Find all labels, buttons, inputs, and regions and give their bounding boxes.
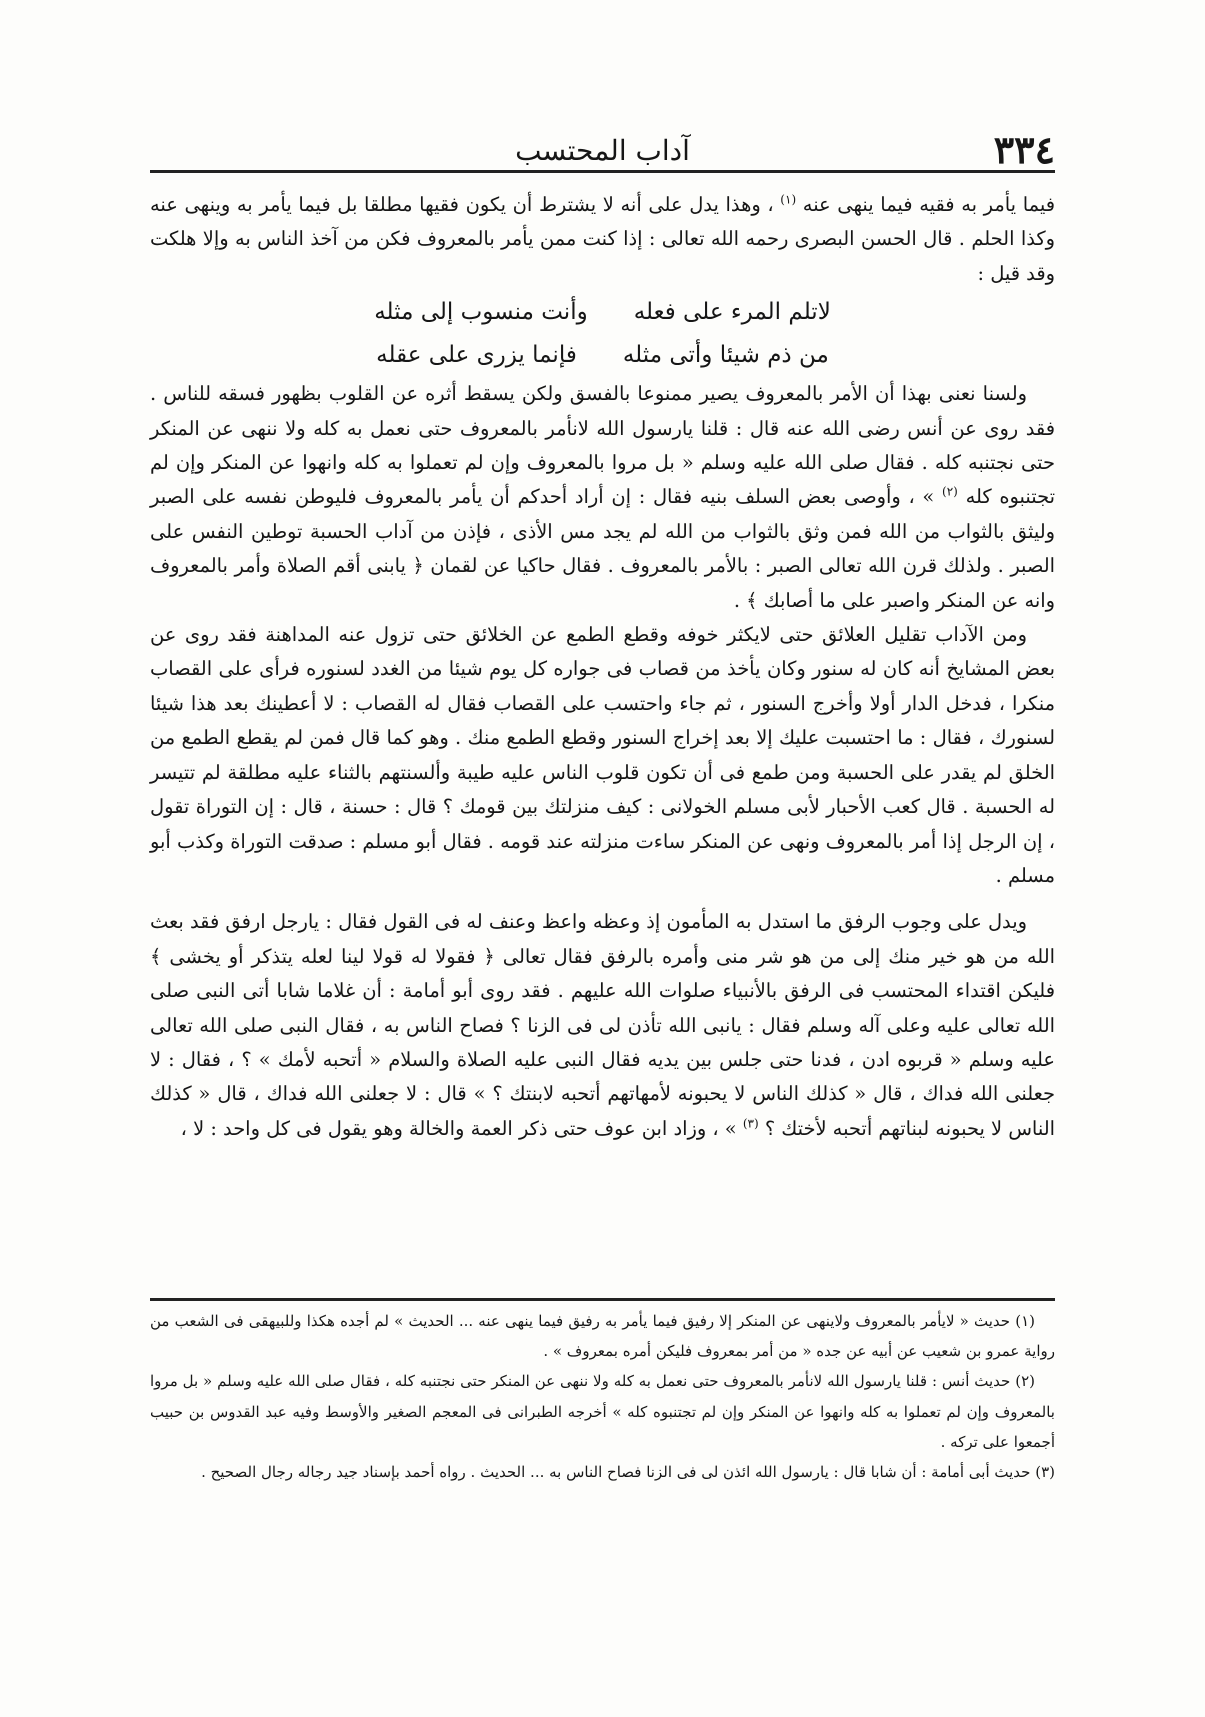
page-number: ٣٣٤	[993, 127, 1055, 172]
footnote-3: (٣) حديث أبى أمامة : أن شابا قال : يارسول الله ائذن لى فى الزنا فصاح الناس به ... الحديث . رواه أحمد بإسناد جيد رجاله رجال الصحيح .	[201, 1463, 1055, 1482]
footnote-rule	[150, 1298, 1055, 1301]
paragraph-1	[150, 188, 1055, 291]
footnote-ref-3: (٣)	[742, 1116, 759, 1131]
verse-line-1	[150, 291, 1055, 334]
footnotes	[150, 1306, 1055, 1487]
paragraph-2-rest: » ، وأوصى بعض السلف بنيه فقال : إن أراد أحدكم أن يأمر بالمعروف فليوطن نفسه على الصبر وليثق بالثواب من الله فمن وثق بالثواب من الله لم يجد مس الأذى ، فإذن من آداب الحسبة توطين النفس على الصبر . ولذلك قرن الله تعالى الصبر : بالأمر بالمعروف . فقال حاكيا عن لقمان ﴿ يابنى أقم الصلاة وأمر بالمعروف وانه عن المنكر واصبر على ما أصابك ﴾ .	[150, 485, 1055, 612]
verse-line-2	[150, 334, 1055, 377]
footnote-2: (٢) حديث أنس : قلنا يارسول الله لانأمر بالمعروف حتى نعمل به كله ولا ننهى عن المنكر حتى نجتنبه كله ، فقال صلى الله عليه وسلم « بل مروا بالمعروف وإن لم تعملوا به كله وانهوا عن المنكر وإن لم تجتنبوه كله » أخرجه الطبرانى فى المعجم الصغير والأوسط وفيه عبد القدوس بن حبيب أجمعوا على تركه .	[150, 1372, 1055, 1451]
verse-1-first-hemistich: لاتلم المرء على فعله	[633, 299, 831, 326]
footnote-1: (١) حديث « لايأمر بالمعروف ولاينهى عن المنكر إلا رفيق فيما يأمر به رفيق فيما ينهى عنه ... الحديث » لم أجده هكذا وللبيهقى فى الشعب من رواية عمرو بن شعيب عن أبيه عن جده « من أمر بمعروف فليكن أمره بمعروف » .	[150, 1312, 1055, 1361]
page-header	[150, 127, 1055, 172]
header-rule	[150, 170, 1055, 173]
paragraph-2	[150, 377, 1055, 618]
verse-2-first-hemistich: من ذم شيئا وأتى مثله	[622, 342, 829, 369]
paragraph-1-rest: ، وهذا يدل على أنه لا يشترط أن يكون فقيها مطلقا بل فيما يأمر به وينهى عنه وكذا الحلم . قال الحسن البصرى رحمه الله تعالى : إذا كنت ممن يأمر بالمعروف فكن من آخذ الناس به وإلا هلكت وقد قيل :	[150, 193, 1055, 285]
paragraph-4-text: ويدل على وجوب الرفق ما استدل به المأمون إذ وعظه واعظ وعنف له فى القول فقال : يارجل ارفق فقد بعث الله من هو خير منك إلى من هو شر منى وأمره بالرفق فقال تعالى ﴿ فقولا له قولا لينا لعله يتذكر أو يخشى ﴾ فليكن اقتداء المحتسب فى الرفق بالأنبياء صلوات الله عليهم . فقد روى أبو أمامة : أن غلاما شابا أتى النبى صلى الله تعالى عليه وعلى آله وسلم فقال : يانبى الله تأذن لى فى الزنا ؟ فصاح الناس به ، فقال النبى صلى الله تعالى عليه وسلم « قربوه ادن ، فدنا حتى جلس بين يديه فقال النبى عليه الصلاة والسلام « أتحبه لأمك » ؟ ، فقال : لا جعلنى الله فداك ، قال « كذلك الناس لا يحبونه لأمهاتهم أتحبه لابنتك ؟ » قال : لا جعلنى الله فداك ، قال « كذلك الناس لا يحبونه لبناتهم أتحبه لأختك ؟	[150, 910, 1055, 1140]
verse-1-second-hemistich: وأنت منسوب إلى مثله	[374, 299, 588, 326]
verse-2-second-hemistich: فإنما يزرى على عقله	[376, 342, 577, 369]
paragraph-2-text: ولسنا نعنى بهذا أن الأمر بالمعروف يصير ممنوعا بالفسق ولكن يسقط أثره عن القلوب بظهور فسقه للناس . فقد روى عن أنس رضى الله عنه قال : قلنا يارسول الله لانأمر بالمعروف حتى نعمل به كله ولا ننهى عن المنكر حتى نجتنبه كله . فقال صلى الله عليه وسلم « بل مروا بالمعروف وإن لم تعملوا به كله وانهوا عن المنكر وإن لم تجتنبوه كله	[150, 382, 1056, 509]
paragraph-4	[150, 905, 1055, 1146]
running-title: آداب المحتسب	[515, 134, 690, 167]
paragraph-1-text: فيما يأمر به فقيه فيما ينهى عنه	[802, 193, 1055, 216]
footnote-ref-2: (٢)	[942, 484, 958, 499]
footnote-ref-1: (١)	[780, 192, 797, 207]
main-text	[150, 188, 1055, 1146]
paragraph-3: ومن الآداب تقليل العلائق حتى لايكثر خوفه وقطع الطمع عن الخلائق حتى تزول عنه المداهنة فقد روى عن بعض المشايخ أنه كان له سنور وكان يأخذ من قصاب فى جواره كل يوم شيئا من الغدد لسنوره فرأى على القصاب منكرا ، فدخل الدار أولا وأخرج السنور ، ثم جاء واحتسب على القصاب فقال له القصاب : لا أعطينك بعد هذا شيئا لسنورك ، فقال : ما احتسبت عليك إلا بعد إخراج السنور وقطع الطمع منك . وهو كما قال فمن لم يقطع الطمع من الخلق لم يقدر على الحسبة ومن طمع فى أن تكون قلوب الناس عليه طيبة وألسنتهم بالثناء عليه مطلقة لم تتيسر له الحسبة . قال كعب الأحبار لأبى مسلم الخولانى : كيف منزلتك بين قومك ؟ قال : حسنة ، قال : إن التوراة تقول ، إن الرجل إذا أمر بالمعروف ونهى عن المنكر ساءت منزلته عند قومه . فقال أبو مسلم : صدقت التوراة وكذب أبو مسلم .	[150, 623, 1055, 887]
paragraph-4-rest: » ، وزاد ابن عوف حتى ذكر العمة والخالة وهو يقول فى كل واحد : لا ،	[180, 1116, 737, 1140]
